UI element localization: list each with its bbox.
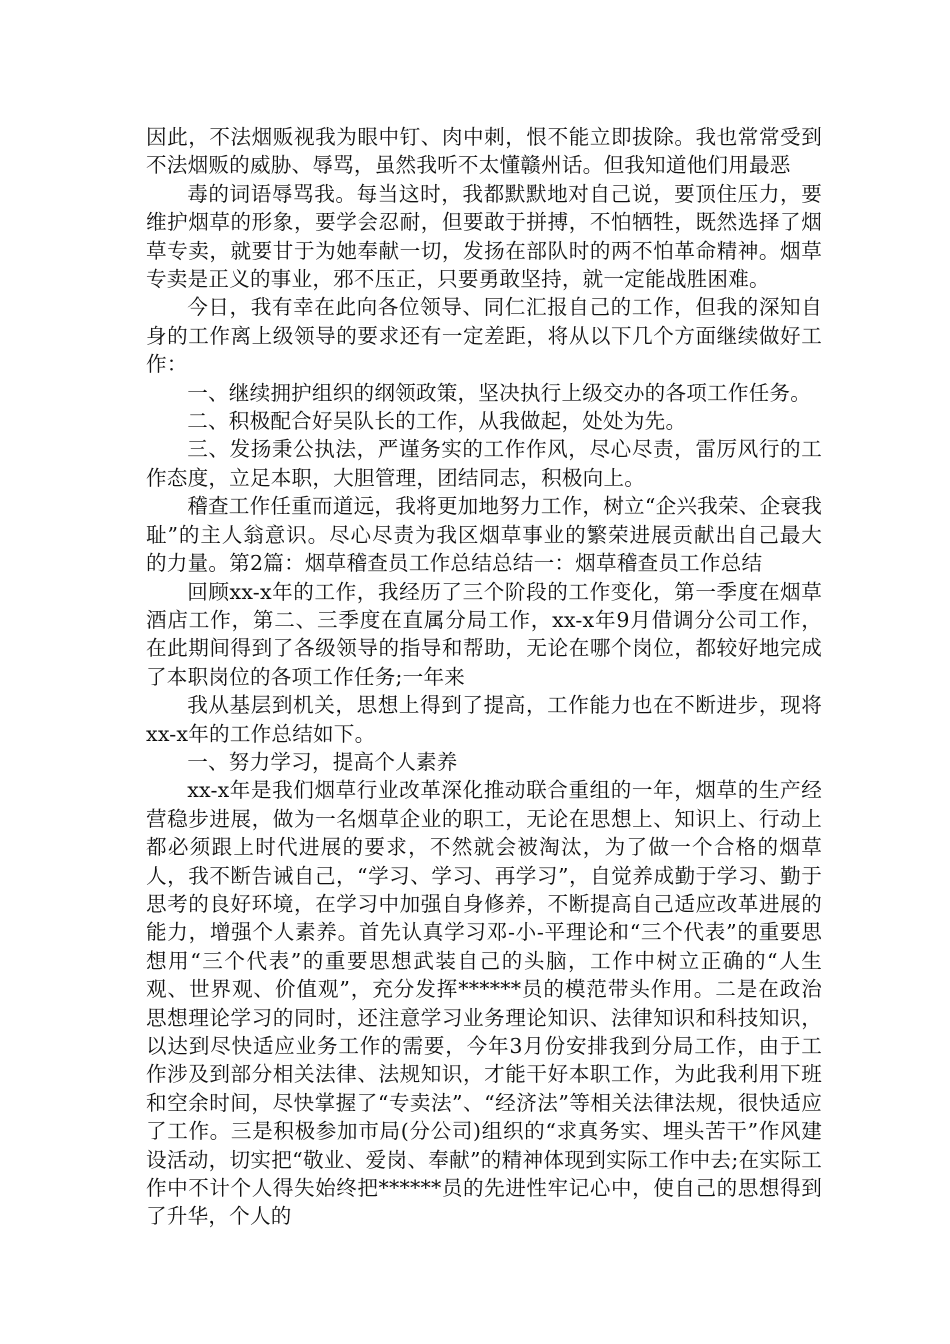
document-body (146, 123, 822, 1231)
paragraph: 我从基层到机关，思想上得到了提高，工作能力也在不断进步，现将xx-x年的工作总结如下。 (146, 693, 822, 746)
paragraph: 毒的词语辱骂我。每当这时，我都默默地对自己说，要顶住压力，要维护烟草的形象，要学会忍耐，但要敢于拼搏，不怕牺牲，既然选择了烟草专卖，就要甘于为她奉献一切，发扬在部队时的两不怕革命精神。烟草专卖是正义的事业，邪不压正，只要勇敢坚持，就一定能战胜困难。 (146, 181, 822, 292)
paragraph: 三、发扬秉公执法，严谨务实的工作作风，尽心尽责，雷厉风行的工作态度，立足本职，大胆管理，团结同志，积极向上。 (146, 437, 822, 490)
paragraph: 因此，不法烟贩视我为眼中钉、肉中刺，恨不能立即拔除。我也常常受到不法烟贩的威胁、辱骂，虽然我听不太懂赣州话。但我知道他们用最恶 (146, 125, 822, 178)
paragraph: 二、积极配合好吴队长的工作，从我做起，处处为先。 (187, 409, 687, 434)
paragraph: 稽查工作任重而道远，我将更加地努力工作，树立“企兴我荣、企衰我耻”的主人翁意识。尽心尽责为我区烟草事业的繁荣进展贡献出自己最大的力量。第2篇：烟草稽查员工作总结总结一：烟草稽查员工作总结 (146, 494, 822, 576)
paragraph: 一、继续拥护组织的纲领政策，坚决执行上级交办的各项工作任务。 (187, 380, 811, 405)
section-heading: 一、努力学习，提高个人素养 (187, 749, 458, 774)
paragraph: 回顾xx-x年的工作，我经历了三个阶段的工作变化，第一季度在烟草酒店工作，第二、三季度在直属分局工作，xx-x年9月借调分公司工作，在此期间得到了各级领导的指导和帮助，无论在哪个岗位，都较好地完成了本职岗位的各项工作任务;一年来 (146, 579, 822, 689)
paragraph: xx-x年是我们烟草行业改革深化推动联合重组的一年，烟草的生产经营稳步进展，做为一名烟草企业的职工，无论在思想上、知识上、行动上都必须跟上时代进展的要求，不然就会被淘汰，为了做一个合格的烟草人，我不断告诫自己，“学习、学习、再学习”，自觉养成勤于学习、勤于思考的良好环境，在学习中加强自身修养，不断提高自己适应改革进展的能力，增强个人素养。首先认真学习邓-小-平理论和“三个代表”的重要思想用“三个代表”的重要思想武装自己的头脑，工作中树立正确的“人生观、世界观、价值观”，充分发挥******员的模范带头作用。二是在政治思想理论学习的同时，还注意学习业务理论知识、法律知识和科技知识，以达到尽快适应业务工作的需要，今年3月份安排我到分局工作，由于工作涉及到部分相关法律、法规知识，才能干好本职工作，为此我利用下班和空余时间，尽快掌握了“专卖法”、“经济法”等相关法律法规，很快适应了工作。三是积极参加市局(分公司)组织的“求真务实、埋头苦干”作风建设活动，切实把“敬业、爱岗、奉献”的精神体现到实际工作中去;在实际工作中不计个人得失始终把******员的先进性牢记心中，使自己的思想得到了升华，个人的 (146, 778, 822, 1229)
paragraph: 今日，我有幸在此向各位领导、同仁汇报自己的工作，但我的深知自身的工作离上级领导的要求还有一定差距，将从以下几个方面继续做好工作： (146, 295, 822, 377)
